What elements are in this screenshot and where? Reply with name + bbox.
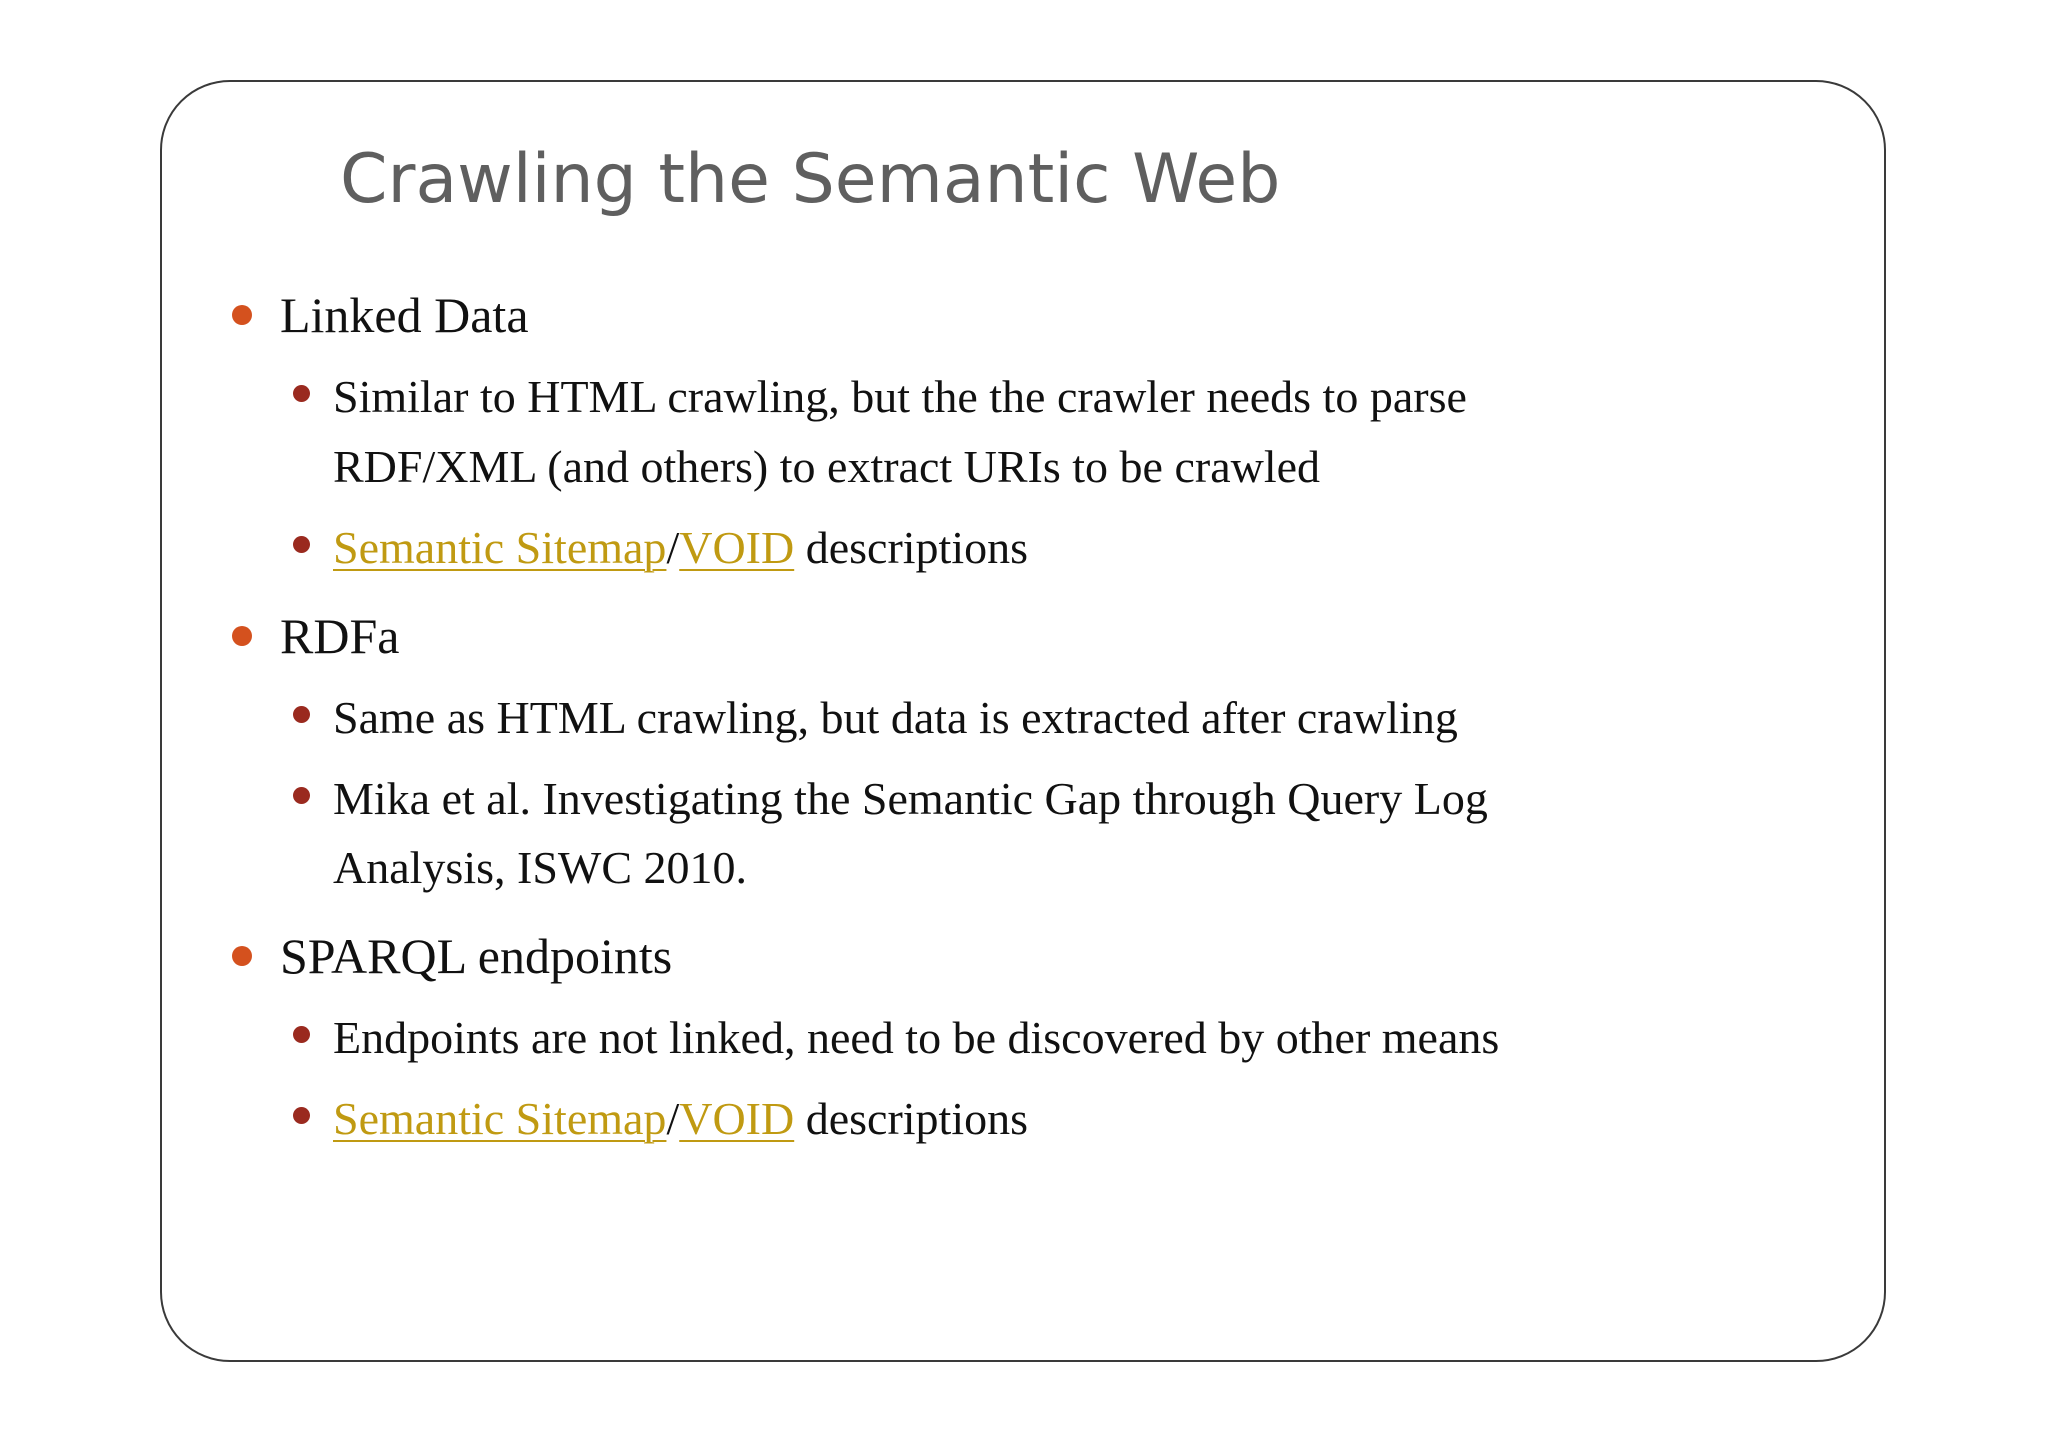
sub-bullet-text: Endpoints are not linked, need to be discovered by other means xyxy=(333,1012,1500,1063)
bullet-sparql-endpoints: SPARQL endpoints xyxy=(280,928,673,984)
sub-bullet-text-continued: Analysis, ISWC 2010. xyxy=(333,842,747,893)
sub-bullet-dot-icon xyxy=(293,385,310,402)
bullet-dot-icon xyxy=(232,305,252,325)
links-suffix: descriptions xyxy=(794,1093,1028,1144)
link-separator: / xyxy=(666,522,680,573)
sub-bullet-text: Mika et al. Investigating the Semantic Gap through Query Log xyxy=(333,773,1488,824)
sub-bullet-dot-icon xyxy=(293,536,310,553)
bullet-rdfa: RDFa xyxy=(280,608,400,664)
void-link[interactable]: VOID xyxy=(679,522,795,573)
bullet-dot-icon xyxy=(232,626,252,646)
semantic-sitemap-link[interactable]: Semantic Sitemap xyxy=(333,1093,667,1144)
void-link[interactable]: VOID xyxy=(679,1093,795,1144)
semantic-sitemap-link[interactable]: Semantic Sitemap xyxy=(333,522,667,573)
slide-title: Crawling the Semantic Web xyxy=(340,140,1281,219)
sub-bullet-dot-icon xyxy=(293,706,310,723)
sub-bullet-links xyxy=(333,1085,1028,1153)
bullet-linked-data: Linked Data xyxy=(280,287,529,343)
sub-bullet-text-continued: RDF/XML (and others) to extract URIs to be crawled xyxy=(333,441,1321,492)
sub-bullet-dot-icon xyxy=(293,1107,310,1124)
sub-bullet-dot-icon xyxy=(293,787,310,804)
sub-bullet-text: Same as HTML crawling, but data is extracted after crawling xyxy=(333,692,1458,743)
sub-bullet-text: Similar to HTML crawling, but the the crawler needs to parse xyxy=(333,371,1467,422)
bullet-dot-icon xyxy=(232,946,252,966)
sub-bullet-dot-icon xyxy=(293,1026,310,1043)
sub-bullet-links xyxy=(333,514,1028,582)
links-suffix: descriptions xyxy=(794,522,1028,573)
link-separator: / xyxy=(666,1093,680,1144)
